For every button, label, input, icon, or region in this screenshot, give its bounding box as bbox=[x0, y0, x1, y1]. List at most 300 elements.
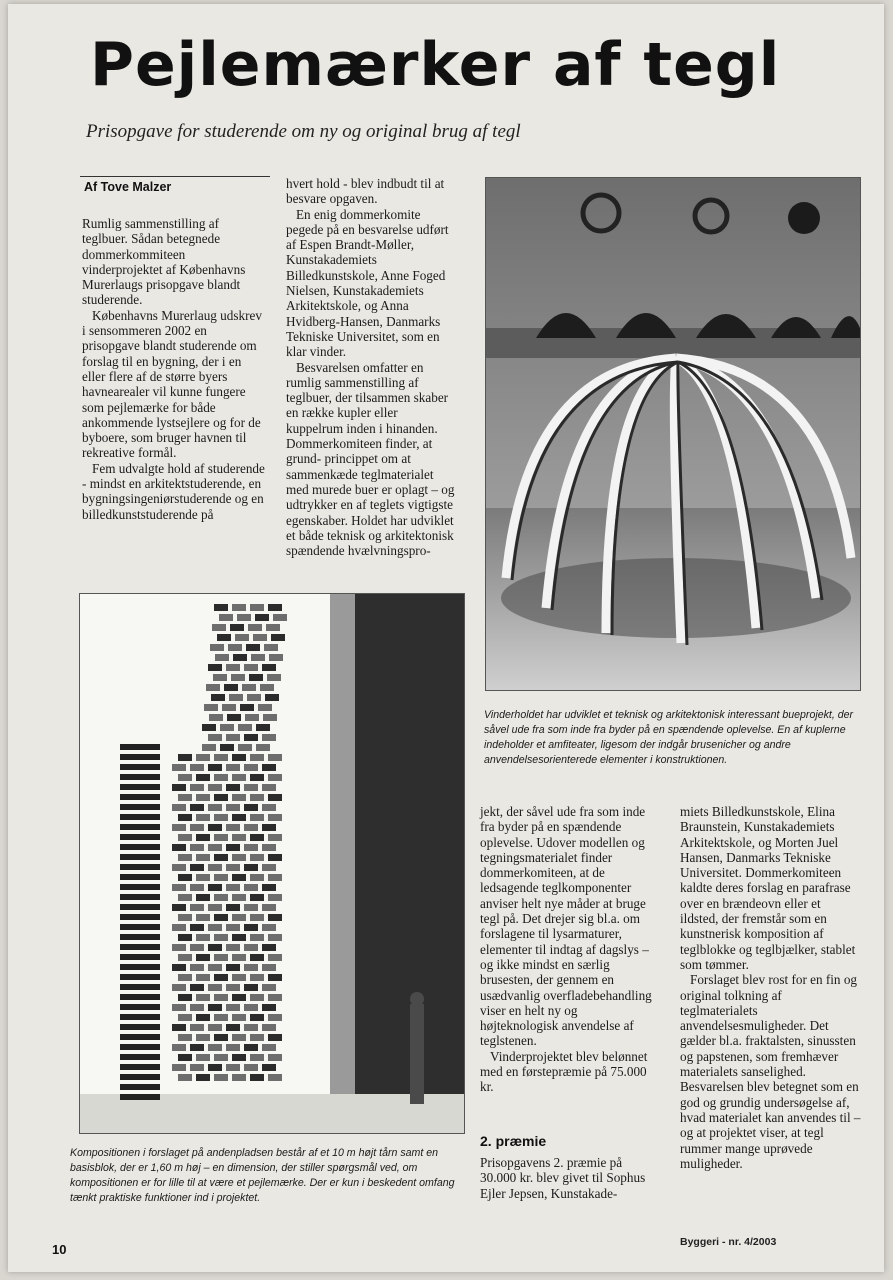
tower-brick bbox=[214, 1034, 228, 1041]
tower-brick bbox=[235, 634, 249, 641]
base-block-brick bbox=[120, 854, 160, 860]
tower-brick bbox=[262, 964, 276, 971]
tower-brick bbox=[240, 704, 254, 711]
tower-brick bbox=[232, 1054, 246, 1061]
tower-brick bbox=[262, 784, 276, 791]
tower-brick bbox=[262, 1024, 276, 1031]
base-block-brick bbox=[120, 784, 160, 790]
tower-brick bbox=[232, 994, 246, 1001]
tower-brick bbox=[214, 794, 228, 801]
tower-brick bbox=[245, 714, 259, 721]
tower-brick bbox=[196, 1014, 210, 1021]
tower-brick bbox=[250, 874, 264, 881]
base-block-brick bbox=[120, 1054, 160, 1060]
tower-brick bbox=[232, 834, 246, 841]
byline-divider bbox=[80, 176, 270, 177]
tower-brick bbox=[250, 934, 264, 941]
article-subtitle: Prisopgave for studerende om ny og original brug af tegl bbox=[86, 121, 521, 142]
tower-brick bbox=[190, 804, 204, 811]
paragraph: Københavns Murerlaug udskrev i sensommeren 2002 en prisopgave blandt studerende om forslag til en bygning, der i en eller flere af de større byers havnearealer vil kunne fungere som pejlemærke for både ankommende lystsejlere og for de byboere, som bruger havnen til rekreative formål. bbox=[82, 307, 262, 461]
base-block-brick bbox=[120, 754, 160, 760]
tower-brick bbox=[232, 934, 246, 941]
publication-footer: Byggeri - nr. 4/2003 bbox=[680, 1236, 777, 1248]
tower-brick bbox=[232, 1014, 246, 1021]
tower-brick bbox=[226, 924, 240, 931]
tower-brick bbox=[250, 914, 264, 921]
tower-brick bbox=[256, 744, 270, 751]
base-block-brick bbox=[120, 924, 160, 930]
tower-brick bbox=[178, 1014, 192, 1021]
paragraph: Rumlig sammenstilling af teglbuer. Sådan betegnede dommerkommiteen vinderprojektet af Københavns Murerlaugs prisopgave blandt studerende. bbox=[82, 216, 246, 308]
text-column-4 bbox=[680, 804, 862, 1171]
tower-brick bbox=[172, 804, 186, 811]
tower-brick bbox=[250, 604, 264, 611]
tower-brick bbox=[269, 654, 283, 661]
tower-brick bbox=[268, 754, 282, 761]
tower-brick bbox=[208, 984, 222, 991]
tower-brick bbox=[208, 764, 222, 771]
tower-brick bbox=[226, 1064, 240, 1071]
tower-brick bbox=[232, 974, 246, 981]
tower-brick bbox=[208, 904, 222, 911]
tower-brick bbox=[196, 994, 210, 1001]
tower-brick bbox=[268, 914, 282, 921]
tower-brick bbox=[196, 814, 210, 821]
tower-brick bbox=[244, 1044, 258, 1051]
tower-brick bbox=[258, 704, 272, 711]
text-column-3-continued bbox=[480, 1155, 658, 1201]
tower-brick bbox=[232, 854, 246, 861]
tower-brick bbox=[190, 884, 204, 891]
tower-brick bbox=[196, 954, 210, 961]
tower-brick bbox=[262, 764, 276, 771]
tower-brick bbox=[202, 724, 216, 731]
tower-brick bbox=[238, 724, 252, 731]
tower-brick bbox=[226, 764, 240, 771]
base-block-brick bbox=[120, 984, 160, 990]
tower-brick bbox=[178, 934, 192, 941]
tower-brick bbox=[246, 644, 260, 651]
tower-brick bbox=[244, 1064, 258, 1071]
tower-brick bbox=[244, 984, 258, 991]
base-block-brick bbox=[120, 884, 160, 890]
tower-brick bbox=[249, 674, 263, 681]
tower-brick bbox=[172, 884, 186, 891]
tower-brick bbox=[255, 614, 269, 621]
tower-brick bbox=[208, 844, 222, 851]
base-block-brick bbox=[120, 1024, 160, 1030]
tower-brick bbox=[196, 874, 210, 881]
tower-brick bbox=[190, 1044, 204, 1051]
tower-brick bbox=[265, 694, 279, 701]
tower-brick bbox=[250, 894, 264, 901]
magazine-page bbox=[8, 4, 884, 1272]
tower-brick bbox=[215, 654, 229, 661]
tower-brick bbox=[230, 624, 244, 631]
tower-brick bbox=[268, 934, 282, 941]
tower-brick bbox=[244, 824, 258, 831]
text-column-1 bbox=[82, 216, 268, 522]
tower-brick bbox=[262, 804, 276, 811]
tower-brick bbox=[208, 664, 222, 671]
tower-brick bbox=[244, 734, 258, 741]
tower-brick bbox=[196, 894, 210, 901]
tower-brick bbox=[214, 854, 228, 861]
paragraph: jekt, der såvel ude fra som inde fra byder på en spændende oplevelse. Udover modellen og tegningsmaterialet finder dommerkomiteen, at de ledsagende teglkomponenter anviser helt nye måder at bruge tegl på. Det drejer sig bl.a. om forslagene til lysarmaturer, elementer til indtag af dagslys – og ikke mindst en særlig brusesten, der gennem en usædvanlig overfladebehandling viser en helt ny og højteknologisk anvendelse af teglstenen. bbox=[480, 804, 652, 1049]
tower-brick bbox=[214, 774, 228, 781]
tower-brick bbox=[214, 934, 228, 941]
tower-brick bbox=[268, 604, 282, 611]
tower-brick bbox=[262, 904, 276, 911]
tower-brick bbox=[172, 944, 186, 951]
tower-brick bbox=[256, 724, 270, 731]
tower-brick bbox=[190, 1064, 204, 1071]
byline: Af Tove Malzer bbox=[84, 180, 172, 194]
tower-brick bbox=[178, 894, 192, 901]
base-block-brick bbox=[120, 864, 160, 870]
tower-brick bbox=[214, 754, 228, 761]
tower-brick bbox=[178, 874, 192, 881]
tower-brick bbox=[178, 794, 192, 801]
tower-brick bbox=[250, 1054, 264, 1061]
winning-project-photo bbox=[485, 177, 861, 691]
tower-brick bbox=[226, 784, 240, 791]
tower-brick bbox=[232, 894, 246, 901]
tower-brick bbox=[178, 1074, 192, 1081]
tower-brick bbox=[264, 644, 278, 651]
base-block-brick bbox=[120, 774, 160, 780]
tower-brick bbox=[268, 954, 282, 961]
tower-brick bbox=[262, 1004, 276, 1011]
tower-brick bbox=[214, 974, 228, 981]
base-block-brick bbox=[120, 904, 160, 910]
tower-brick bbox=[172, 984, 186, 991]
tower-brick bbox=[190, 944, 204, 951]
tower-brick bbox=[178, 754, 192, 761]
tower-brick bbox=[253, 634, 267, 641]
tower-brick bbox=[266, 624, 280, 631]
tower-brick bbox=[229, 694, 243, 701]
tower-brick bbox=[268, 1074, 282, 1081]
tower-brick bbox=[244, 844, 258, 851]
tower-brick bbox=[250, 974, 264, 981]
tower-brick bbox=[224, 684, 238, 691]
base-block-brick bbox=[120, 974, 160, 980]
tower-brick bbox=[190, 984, 204, 991]
tower-brick bbox=[172, 1044, 186, 1051]
tower-brick bbox=[244, 764, 258, 771]
tower-brick bbox=[208, 944, 222, 951]
tower-brick bbox=[178, 814, 192, 821]
tower-brick bbox=[250, 1034, 264, 1041]
paragraph: Prisopgavens 2. præmie på 30.000 kr. blev givet til Sophus Ejler Jepsen, Kunstakade- bbox=[480, 1155, 646, 1201]
base-block-brick bbox=[120, 944, 160, 950]
tower-brick bbox=[244, 1004, 258, 1011]
tower-brick bbox=[250, 1074, 264, 1081]
base-block-brick bbox=[120, 994, 160, 1000]
base-block-brick bbox=[120, 804, 160, 810]
tower-brick bbox=[226, 844, 240, 851]
tower-brick bbox=[214, 1074, 228, 1081]
base-block-brick bbox=[120, 1034, 160, 1040]
tower-brick bbox=[262, 864, 276, 871]
tower-brick bbox=[232, 754, 246, 761]
base-block-brick bbox=[120, 824, 160, 830]
tower-brick bbox=[250, 834, 264, 841]
tower-brick bbox=[172, 844, 186, 851]
tower-brick bbox=[213, 674, 227, 681]
tower-brick bbox=[232, 774, 246, 781]
tower-brick bbox=[250, 774, 264, 781]
tower-brick bbox=[262, 984, 276, 991]
tower-brick bbox=[232, 814, 246, 821]
tower-brick bbox=[172, 1024, 186, 1031]
tower-brick bbox=[268, 834, 282, 841]
tower-brick bbox=[244, 924, 258, 931]
base-block-brick bbox=[120, 1004, 160, 1010]
tower-brick bbox=[196, 794, 210, 801]
tower-brick bbox=[172, 964, 186, 971]
tower-brick bbox=[268, 1054, 282, 1061]
tower-brick bbox=[262, 1044, 276, 1051]
tower-brick bbox=[196, 934, 210, 941]
tower-brick bbox=[208, 824, 222, 831]
tower-brick bbox=[244, 944, 258, 951]
tower-brick bbox=[238, 744, 252, 751]
tower-brick bbox=[196, 974, 210, 981]
base-block-brick bbox=[120, 934, 160, 940]
tower-brick bbox=[226, 984, 240, 991]
tower-brick bbox=[196, 1074, 210, 1081]
tower-brick bbox=[226, 884, 240, 891]
tower-brick bbox=[262, 664, 276, 671]
paragraph: Vinderprojektet blev belønnet med en førstepræmie på 75.000 kr. bbox=[480, 1048, 648, 1095]
tower-brick bbox=[178, 1054, 192, 1061]
tower-brick bbox=[227, 714, 241, 721]
tower-brick bbox=[214, 834, 228, 841]
tower-brick bbox=[178, 774, 192, 781]
tower-brick bbox=[178, 834, 192, 841]
tower-brick bbox=[268, 874, 282, 881]
tower-brick bbox=[196, 774, 210, 781]
tower-brick bbox=[208, 734, 222, 741]
tower-brick bbox=[226, 734, 240, 741]
tower-brick bbox=[214, 604, 228, 611]
tower-brick bbox=[220, 744, 234, 751]
tower-brick bbox=[262, 844, 276, 851]
tower-brick bbox=[232, 914, 246, 921]
tower-brick bbox=[196, 834, 210, 841]
tower-brick bbox=[190, 904, 204, 911]
second-prize-photo bbox=[79, 593, 465, 1134]
tower-brick bbox=[178, 974, 192, 981]
bottom-photo-caption: Kompositionen i forslaget på andenpladsen består af et 10 m højt tårn samt en basisblok, der er 1,60 m høj – en dimension, der stiller spørgsmål ved, om kompositionen er for lille til at være et pejlemærke. Der er kun i beskedent omfang tænkt praktiske funktioner ind i projektet. bbox=[70, 1147, 455, 1204]
text-column-2 bbox=[286, 176, 458, 558]
tower-brick bbox=[208, 964, 222, 971]
tower-brick bbox=[250, 954, 264, 961]
tower-brick bbox=[232, 604, 246, 611]
tower-brick bbox=[190, 1024, 204, 1031]
tower-brick bbox=[172, 924, 186, 931]
tower-brick bbox=[178, 994, 192, 1001]
tower-brick bbox=[268, 974, 282, 981]
paragraph: Forslaget blev rost for en fin og original tolkning af teglmaterialets anvendelsesmuligheder. Det gælder bl.a. fraktalsten, sinussten og papstenen, som fremhæver materialets sanselighed. Besvarelsen blev betegnet som en god og grundig undersøgelse af, hvad materialet kan anvendes til – og at projektet viser, at tegl rummer mange uprøvede muligheder. bbox=[680, 972, 861, 1171]
tower-brick bbox=[190, 764, 204, 771]
tower-brick bbox=[250, 814, 264, 821]
tower-brick bbox=[190, 844, 204, 851]
tower-brick bbox=[228, 644, 242, 651]
tower-brick bbox=[244, 1024, 258, 1031]
tower-brick bbox=[244, 964, 258, 971]
base-block-brick bbox=[120, 794, 160, 800]
paragraph: En enig dommerkomite pegede på en besvarelse udført af Espen Brandt-Møller, Kunstakademiets Billedkunstskole, Anne Foged Nielsen, Kunstakademiets Arkitektskole, og Anna Hvidberg-Hansen, Danmarks Tekniske Universitet, som en klar vinder. bbox=[286, 206, 449, 360]
tower-brick bbox=[190, 1004, 204, 1011]
tower-brick bbox=[273, 614, 287, 621]
tower-brick bbox=[214, 814, 228, 821]
tower-brick bbox=[172, 1004, 186, 1011]
tower-brick bbox=[214, 1054, 228, 1061]
tower-brick bbox=[244, 804, 258, 811]
tower-brick bbox=[244, 784, 258, 791]
tower-brick bbox=[210, 644, 224, 651]
base-block-brick bbox=[120, 1084, 160, 1090]
tower-brick bbox=[208, 924, 222, 931]
tower-brick bbox=[226, 824, 240, 831]
tower-brick bbox=[250, 994, 264, 1001]
tower-brick bbox=[172, 864, 186, 871]
tower-brick bbox=[250, 1014, 264, 1021]
paragraph: hvert hold - blev indbudt til at besvare opgaven. bbox=[286, 176, 445, 207]
tower-brick bbox=[172, 764, 186, 771]
base-block-brick bbox=[120, 1044, 160, 1050]
tower-brick bbox=[196, 914, 210, 921]
tower-brick bbox=[251, 654, 265, 661]
tower-brick bbox=[262, 824, 276, 831]
article-title: Pejlemærker af tegl bbox=[90, 30, 781, 100]
base-block-brick bbox=[120, 914, 160, 920]
tower-brick bbox=[172, 784, 186, 791]
tower-brick bbox=[248, 624, 262, 631]
paragraph: miets Billedkunstskole, Elina Braunstein, Kunstakademiets Arkitektskole, og Morten Juel Hansen, Danmarks Tekniske Universitet. Dommerkomiteen kaldte deres forslag en parafrase over en brændeovn eller et ildsted, der fremstår som en kunstnerisk komposition af teglblokke og teglbjælker, stablet som tømmer. bbox=[680, 804, 856, 972]
tower-brick bbox=[226, 804, 240, 811]
tower-brick bbox=[244, 884, 258, 891]
tower-brick bbox=[196, 854, 210, 861]
tower-brick bbox=[232, 1074, 246, 1081]
tower-brick bbox=[247, 694, 261, 701]
tower-brick bbox=[208, 1004, 222, 1011]
tower-brick bbox=[208, 1064, 222, 1071]
tower-brick bbox=[231, 674, 245, 681]
tower-brick bbox=[208, 864, 222, 871]
base-block-brick bbox=[120, 764, 160, 770]
tower-brick bbox=[178, 954, 192, 961]
tower-brick bbox=[226, 964, 240, 971]
base-block-brick bbox=[120, 964, 160, 970]
tower-brick bbox=[268, 774, 282, 781]
tower-brick bbox=[268, 854, 282, 861]
base-block-brick bbox=[120, 894, 160, 900]
paragraph: Besvarelsen omfatter en rumlig sammenstilling af teglbuer, der tilsammen skaber en række kupler eller kuppelrum inden i hinanden. Dommerkomiteen finder, at grund- princippet om at sammenkæde teglmaterialet med murede buer er oplagt – og udtrykker en af teglets vigtigste egenskaber. Holdet har udviklet et både teknisk og arkitektonisk spændende hvælvningspro- bbox=[286, 359, 455, 559]
base-block-brick bbox=[120, 1064, 160, 1070]
tower-brick bbox=[232, 954, 246, 961]
base-block-brick bbox=[120, 1074, 160, 1080]
tower-brick bbox=[268, 994, 282, 1001]
tower-brick bbox=[268, 1014, 282, 1021]
tower-brick bbox=[250, 794, 264, 801]
tower-brick bbox=[233, 654, 247, 661]
tower-brick bbox=[244, 904, 258, 911]
tower-brick bbox=[196, 1034, 210, 1041]
text-column-3 bbox=[480, 804, 658, 1095]
tower-brick bbox=[220, 724, 234, 731]
tower-brick bbox=[262, 884, 276, 891]
tower-brick bbox=[237, 614, 251, 621]
tower-brick bbox=[226, 1044, 240, 1051]
tower-brick bbox=[271, 634, 285, 641]
tower-brick bbox=[232, 1034, 246, 1041]
tower-brick bbox=[260, 684, 274, 691]
tower-brick bbox=[244, 864, 258, 871]
tower-brick bbox=[226, 944, 240, 951]
base-block-brick bbox=[120, 814, 160, 820]
tower-brick bbox=[208, 784, 222, 791]
tower-brick bbox=[244, 664, 258, 671]
tower-brick bbox=[178, 854, 192, 861]
tower-brick bbox=[214, 914, 228, 921]
base-block-brick bbox=[120, 744, 160, 750]
paragraph: Fem udvalgte hold af studerende - mindst en arkitektstuderende, en bygningsingeniørstuderende og en billedkunststuderende på bbox=[82, 460, 265, 522]
tower-brick bbox=[202, 744, 216, 751]
tower-brick bbox=[242, 684, 256, 691]
base-block-brick bbox=[120, 1014, 160, 1020]
tower-brick bbox=[190, 864, 204, 871]
tower-brick bbox=[268, 794, 282, 801]
tower-brick bbox=[172, 824, 186, 831]
tower-brick bbox=[190, 784, 204, 791]
tower-brick bbox=[190, 824, 204, 831]
page-number: 10 bbox=[52, 1242, 67, 1257]
tower-brick bbox=[250, 854, 264, 861]
tower-brick bbox=[209, 714, 223, 721]
tower-brick bbox=[212, 624, 226, 631]
top-photo-caption: Vinderholdet har udviklet et teknisk og arkitektonisk interessant bueprojekt, der såvel ude fra som inde fra byder på en spændende oplevelse. En af kuplerne indeholder et amfiteater, ligesom der indgår brusenicher og andre anvendelsesorienterede elementer i konstruktionen. bbox=[484, 709, 854, 766]
tower-brick bbox=[268, 814, 282, 821]
tower-brick bbox=[226, 664, 240, 671]
brick-tower-illustration bbox=[80, 594, 464, 1133]
tower-brick bbox=[222, 704, 236, 711]
tower-brick bbox=[190, 964, 204, 971]
tower-brick bbox=[232, 874, 246, 881]
tower-brick bbox=[196, 1054, 210, 1061]
tower-brick bbox=[190, 924, 204, 931]
tower-brick bbox=[208, 1044, 222, 1051]
base-block-brick bbox=[120, 844, 160, 850]
tower-brick bbox=[206, 684, 220, 691]
tower-brick bbox=[217, 634, 231, 641]
base-block-brick bbox=[120, 874, 160, 880]
tower-brick bbox=[268, 894, 282, 901]
tower-brick bbox=[263, 714, 277, 721]
tower-brick bbox=[226, 1004, 240, 1011]
base-block-brick bbox=[120, 834, 160, 840]
tower-brick bbox=[208, 884, 222, 891]
tower-brick bbox=[214, 894, 228, 901]
tower-brick bbox=[214, 954, 228, 961]
tower-brick bbox=[178, 1034, 192, 1041]
tower-brick bbox=[250, 754, 264, 761]
tower-brick bbox=[208, 804, 222, 811]
tower-brick bbox=[214, 1014, 228, 1021]
